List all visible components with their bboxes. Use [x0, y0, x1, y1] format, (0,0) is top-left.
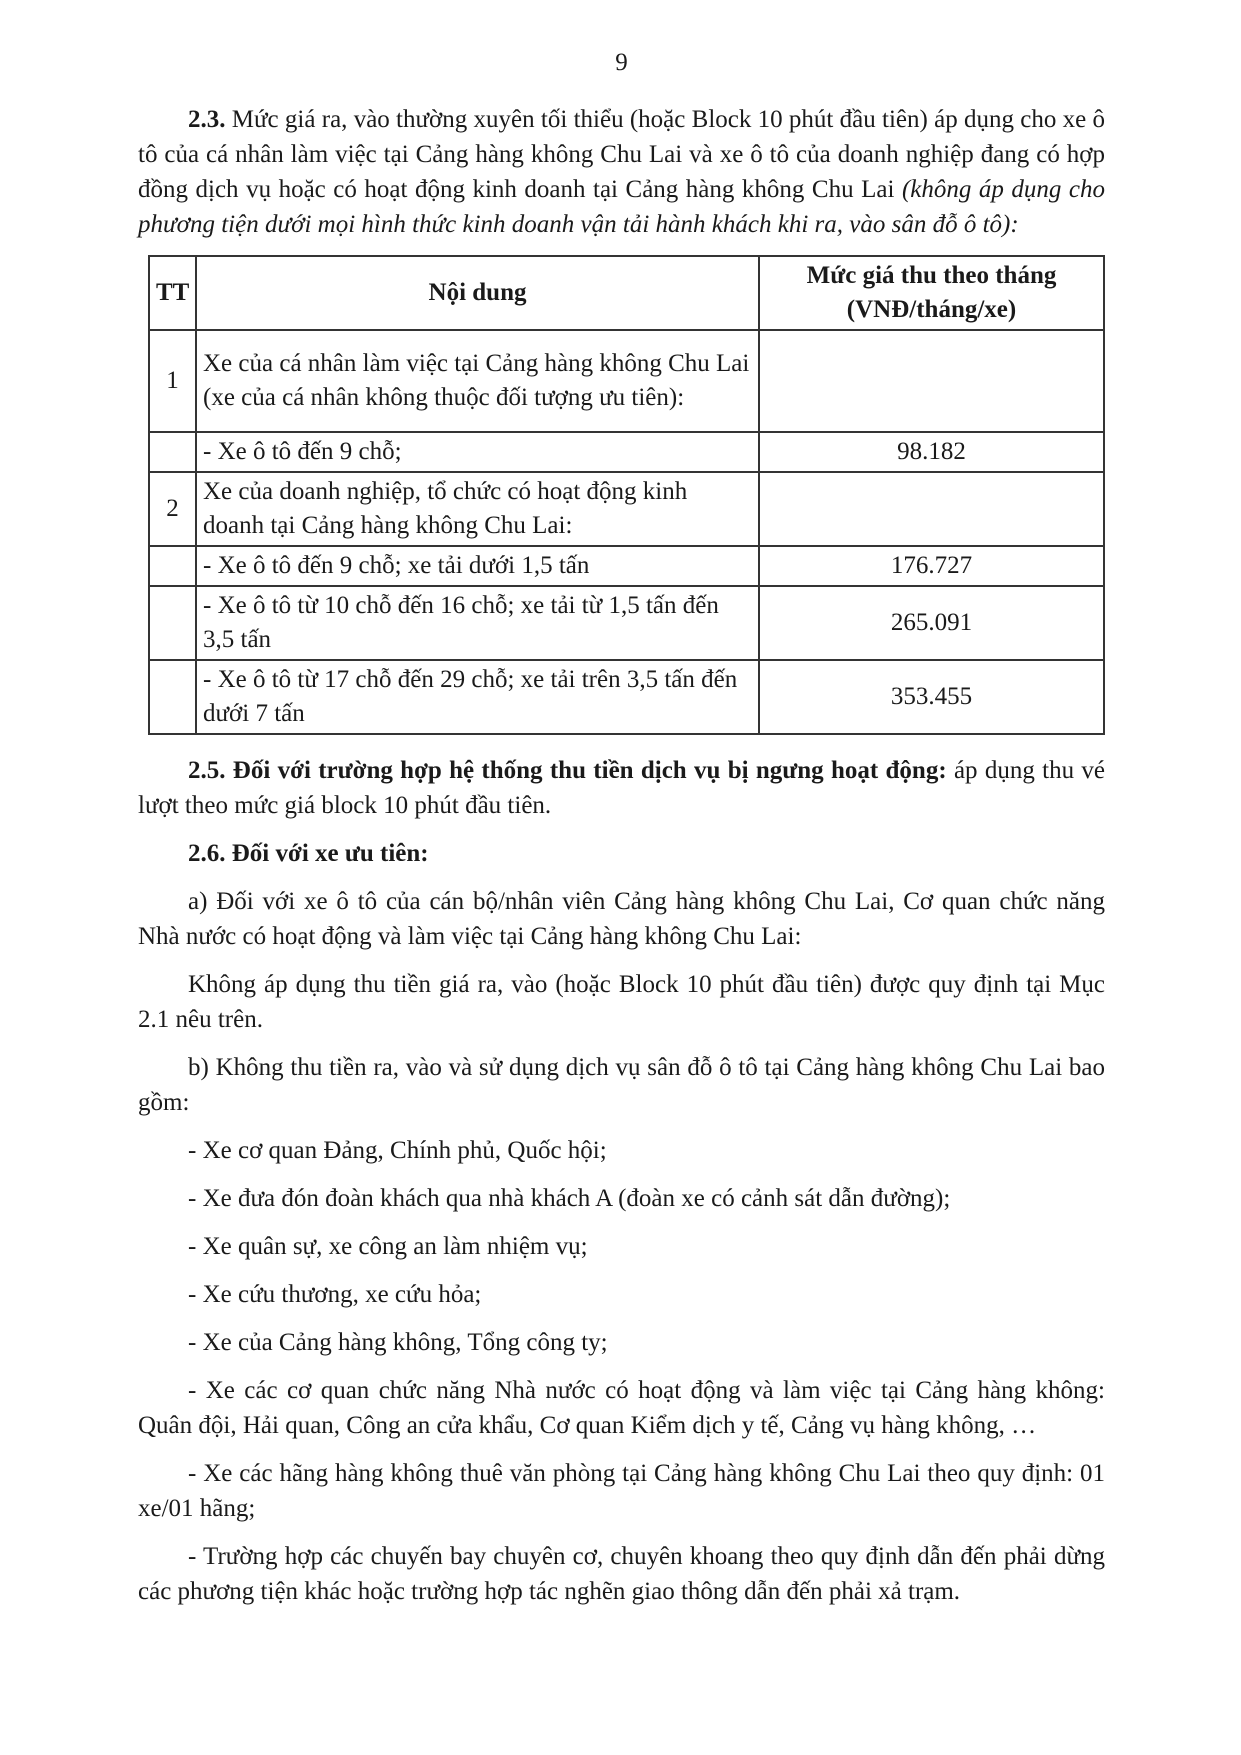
- table-row: [149, 586, 1104, 660]
- list-item: - Xe các cơ quan chức năng Nhà nước có hoạt động và làm việc tại Cảng hàng không: Quân đội, Hải quan, Công an cửa khẩu, Cơ quan Kiểm dịch y tế, Cảng vụ hàng không, …: [138, 1377, 1105, 1439]
- section-2-3-text: Mức giá ra, vào thường xuyên tối thiểu (hoặc Block 10 phút đầu tiên) áp dụng cho xe ô tô của cá nhân làm việc tại Cảng hàng không Chu Lai và xe ô tô của doanh nghiệp đang có hợp đồng dịch vụ hoặc có hoạt động kinh doanh tại Cảng hàng không Chu Lai: [138, 106, 1105, 203]
- monthly-price-table: [148, 255, 1105, 735]
- column-header-price: Mức giá thu theo tháng (VNĐ/tháng/xe): [759, 256, 1104, 330]
- list-item: - Xe quân sự, xe công an làm nhiệm vụ;: [188, 1233, 588, 1260]
- heading-2-6: 2.6. Đối với xe ưu tiên:: [188, 840, 429, 867]
- section-2-3-number: 2.3.: [188, 106, 226, 133]
- paragraph-2-3: [138, 102, 1105, 242]
- paragraph-a: a) Đối với xe ô tô của cán bộ/nhân viên Cảng hàng không Chu Lai, Cơ quan chức năng Nhà nước có hoạt động và làm việc tại Cảng hàng không Chu Lai:: [138, 888, 1105, 950]
- table-row: [149, 546, 1104, 586]
- row-price-cell: 265.091: [759, 586, 1104, 660]
- row-index-cell: [149, 546, 196, 586]
- section-2-5-text: áp dụng thu vé lượt theo mức giá block 10 phút đầu tiên.: [138, 757, 1106, 819]
- list-item: - Xe cứu thương, xe cứu hỏa;: [188, 1281, 482, 1308]
- row-index-cell: 2: [149, 472, 196, 546]
- paragraph-b: b) Không thu tiền ra, vào và sử dụng dịch vụ sân đỗ ô tô tại Cảng hàng không Chu Lai bao gồm:: [138, 1054, 1105, 1116]
- paragraph-2-5: [138, 753, 1105, 823]
- table-row: [149, 330, 1104, 432]
- list-item: - Xe đưa đón đoàn khách qua nhà khách A (đoàn xe có cảnh sát dẫn đường);: [188, 1185, 951, 1212]
- row-price-cell: 353.455: [759, 660, 1104, 734]
- row-index-cell: 1: [149, 330, 196, 432]
- list-item: - Xe của Cảng hàng không, Tổng công ty;: [188, 1329, 608, 1356]
- list-item: - Xe các hãng hàng không thuê văn phòng tại Cảng hàng không Chu Lai theo quy định: 01 xe/01 hãng;: [138, 1460, 1105, 1522]
- column-header-tt: TT: [149, 256, 196, 330]
- table-header-row: [149, 256, 1104, 330]
- row-content-cell: Xe của doanh nghiệp, tổ chức có hoạt động kinh doanh tại Cảng hàng không Chu Lai:: [196, 472, 759, 546]
- row-price-cell: [759, 330, 1104, 432]
- row-content-cell: - Xe ô tô từ 17 chỗ đến 29 chỗ; xe tải trên 3,5 tấn đến dưới 7 tấn: [196, 660, 759, 734]
- row-index-cell: [149, 432, 196, 472]
- list-item: - Xe cơ quan Đảng, Chính phủ, Quốc hội;: [188, 1137, 607, 1164]
- list-item: - Trường hợp các chuyến bay chuyên cơ, chuyên khoang theo quy định dẫn đến phải dừng các phương tiện khác hoặc trường hợp tác nghẽn giao thông dẫn đến phải xả trạm.: [138, 1543, 1105, 1605]
- paragraph-a-note: Không áp dụng thu tiền giá ra, vào (hoặc Block 10 phút đầu tiên) được quy định tại Mục 2.1 nêu trên.: [138, 971, 1105, 1033]
- column-header-content: Nội dung: [196, 256, 759, 330]
- row-content-cell: - Xe ô tô từ 10 chỗ đến 16 chỗ; xe tải từ 1,5 tấn đến 3,5 tấn: [196, 586, 759, 660]
- section-2-3-italic-note: (không áp dụng cho phương tiện dưới mọi hình thức kinh doanh vận tải hành khách khi ra, vào sân đỗ ô tô):: [138, 176, 1105, 238]
- row-content-cell: - Xe ô tô đến 9 chỗ;: [196, 432, 759, 472]
- table-row: [149, 432, 1104, 472]
- table-row: [149, 472, 1104, 546]
- row-content-cell: Xe của cá nhân làm việc tại Cảng hàng không Chu Lai (xe của cá nhân không thuộc đối tượng ưu tiên):: [196, 330, 759, 432]
- row-price-cell: 176.727: [759, 546, 1104, 586]
- row-content-cell: - Xe ô tô đến 9 chỗ; xe tải dưới 1,5 tấn: [196, 546, 759, 586]
- row-price-cell: 98.182: [759, 432, 1104, 472]
- page-number: 9: [615, 49, 628, 76]
- row-price-cell: [759, 472, 1104, 546]
- row-index-cell: [149, 586, 196, 660]
- row-index-cell: [149, 660, 196, 734]
- section-2-5-heading: 2.5. Đối với trường hợp hệ thống thu tiền dịch vụ bị ngưng hoạt động:: [188, 757, 947, 784]
- table-row: [149, 660, 1104, 734]
